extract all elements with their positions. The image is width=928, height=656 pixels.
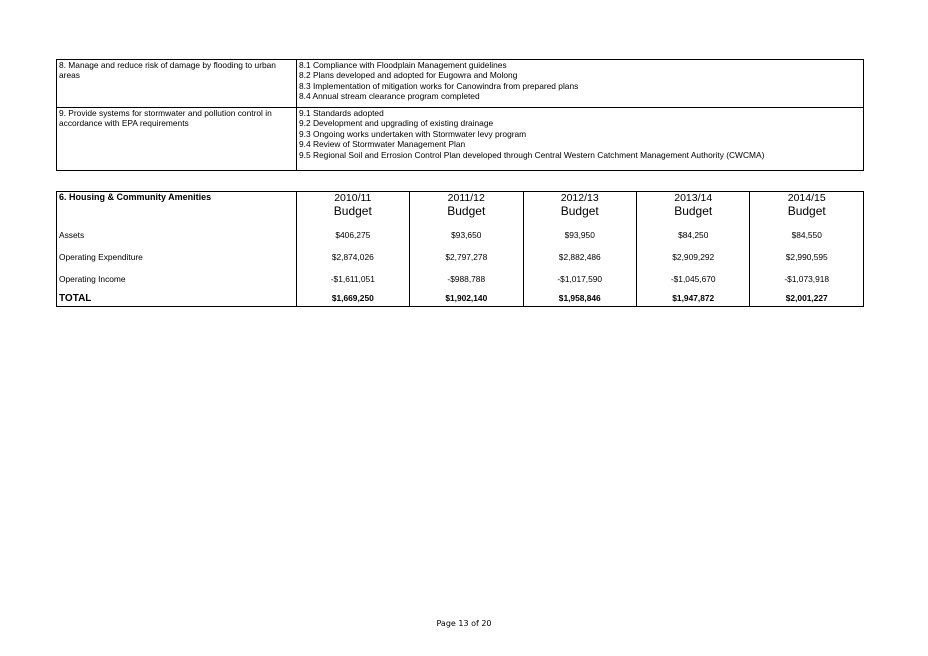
- budget-label: Budget: [447, 204, 486, 218]
- budget-label: Budget: [333, 204, 372, 218]
- year-header: [523, 192, 636, 221]
- budget-header-row: [57, 192, 864, 221]
- year-header: [410, 192, 523, 221]
- budget-cell: $2,797,278: [410, 246, 523, 268]
- objective-goal: 9. Provide systems for stormwater and pollution control in accordance with EPA requirements: [57, 108, 297, 171]
- budget-cell: -$988,788: [410, 268, 523, 290]
- budget-cell: $2,882,486: [523, 246, 636, 268]
- action-item: 8.2 Plans developed and adopted for Eugowra and Molong: [299, 70, 518, 81]
- action-item: 8.4 Annual stream clearance program completed: [299, 91, 480, 102]
- objective-actions: [297, 108, 864, 171]
- budget-row-assets: [57, 220, 864, 246]
- budget-label: Budget: [787, 204, 826, 218]
- total-cell: $1,902,140: [410, 290, 523, 307]
- budget-cell: $2,909,292: [636, 246, 749, 268]
- total-cell: $2,001,227: [750, 290, 864, 307]
- budget-cell: $84,550: [750, 220, 864, 246]
- budget-cell: -$1,045,670: [636, 268, 749, 290]
- year-label: 2012/13: [560, 192, 599, 204]
- budget-cell: $93,950: [523, 220, 636, 246]
- year-header: [750, 192, 864, 221]
- year-label: 2010/11: [334, 192, 372, 204]
- budget-label: Budget: [560, 204, 599, 218]
- budget-table: [56, 191, 864, 307]
- objective-actions: [297, 60, 864, 108]
- action-item: 8.1 Compliance with Floodplain Management guidelines: [299, 60, 507, 70]
- year-label: 2013/14: [674, 192, 713, 204]
- objectives-table: [56, 59, 864, 171]
- row-label: Assets: [57, 220, 297, 246]
- total-cell: $1,958,846: [523, 290, 636, 307]
- budget-cell: $93,650: [410, 220, 523, 246]
- budget-cell: -$1,017,590: [523, 268, 636, 290]
- page-number: Page 13 of 20: [436, 619, 492, 628]
- action-item: 9.3 Ongoing works undertaken with Stormwater levy program: [299, 128, 527, 139]
- budget-row-total: [57, 290, 864, 307]
- total-label: TOTAL: [57, 290, 297, 307]
- budget-cell: $406,275: [296, 220, 409, 246]
- budget-cell: $2,874,026: [296, 246, 409, 268]
- action-item: 9.1 Standards adopted: [299, 108, 384, 118]
- objective-row: [57, 108, 864, 171]
- year-header: [296, 192, 409, 221]
- budget-row-operating-expenditure: [57, 246, 864, 268]
- action-item: 9.2 Development and upgrading of existing drainage: [299, 118, 494, 129]
- objective-goal: 8. Manage and reduce risk of damage by flooding to urban areas: [57, 60, 297, 108]
- year-label: 2014/15: [787, 192, 826, 204]
- budget-cell: -$1,073,918: [750, 268, 864, 290]
- budget-label: Budget: [674, 204, 713, 218]
- year-header: [636, 192, 749, 221]
- objective-row: [57, 60, 864, 108]
- total-cell: $1,669,250: [296, 290, 409, 307]
- row-label: Operating Income: [57, 268, 297, 290]
- budget-row-operating-income: [57, 268, 864, 290]
- budget-title: 6. Housing & Community Amenities: [57, 192, 297, 221]
- budget-cell: $84,250: [636, 220, 749, 246]
- total-cell: $1,947,872: [636, 290, 749, 307]
- row-label: Operating Expenditure: [57, 246, 297, 268]
- year-label: 2011/12: [447, 192, 485, 204]
- action-item: 8.3 Implementation of mitigation works for Canowindra from prepared plans: [299, 80, 579, 91]
- action-item: 9.4 Review of Stormwater Management Plan: [299, 139, 466, 150]
- action-item: 9.5 Regional Soil and Errosion Control Plan developed through Central Western Catchment Management Authority (CWCMA): [299, 149, 765, 160]
- budget-cell: -$1,611,051: [296, 268, 409, 290]
- budget-cell: $2,990,595: [750, 246, 864, 268]
